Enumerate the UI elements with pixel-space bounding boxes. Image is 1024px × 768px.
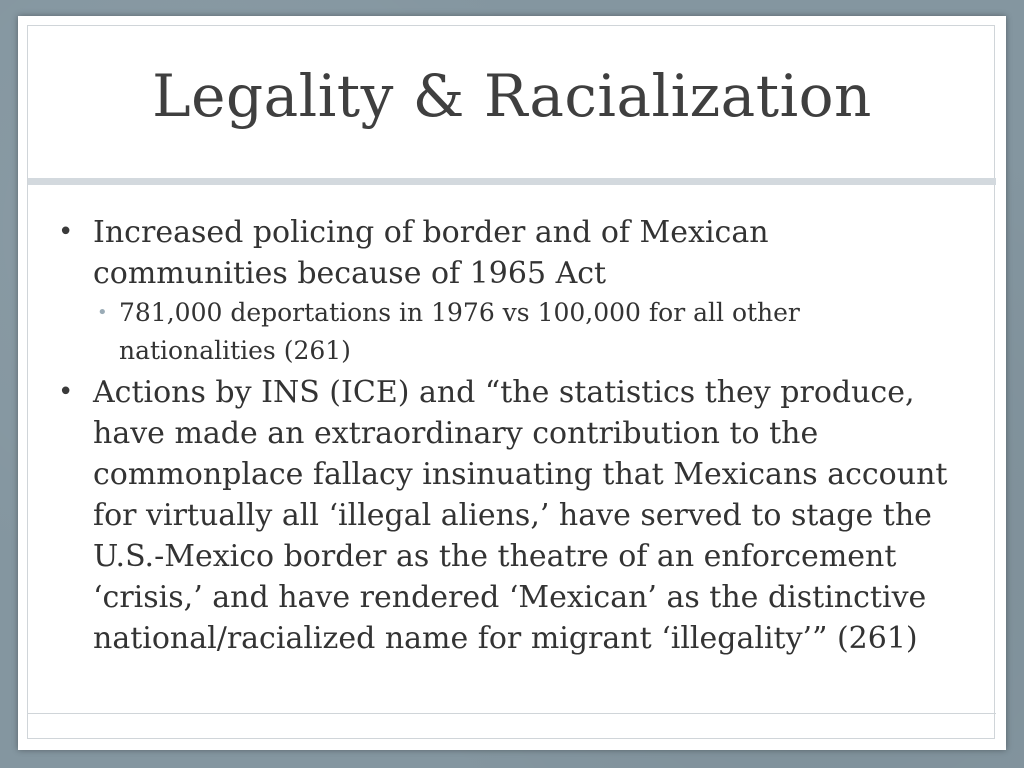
sub-bullet-icon: • xyxy=(97,302,108,323)
bullet-text: Actions by INS (ICE) and “the statistics they produce, have made an extraordinary contribution to the commonplace fallacy insinuating that Mexicans account for virtually all ‘illegal aliens,’ have served to stage the U.S.-Mexico border as the theatre of an enforcement ‘crisis,’ and have rendered ‘Mexican’ as the distinctive national/racialized name for migrant ‘illegality’” (261) xyxy=(93,375,948,656)
slide-title: Legality & Racialization xyxy=(152,62,872,130)
title-divider xyxy=(28,178,996,185)
slide xyxy=(18,16,1006,750)
bullet-item-policing xyxy=(58,212,963,294)
sub-bullet-text: 781,000 deportations in 1976 vs 100,000 for all other nationalities (261) xyxy=(119,298,800,365)
bullet-item-ins-actions xyxy=(58,372,963,659)
footer-divider xyxy=(28,713,996,714)
bullet-icon: • xyxy=(58,377,74,407)
bullet-text: Increased policing of border and of Mexican communities because of 1965 Act xyxy=(93,215,769,291)
sub-bullet-item-deportations xyxy=(93,294,963,370)
slide-body xyxy=(58,212,963,661)
bullet-icon: • xyxy=(58,217,74,247)
